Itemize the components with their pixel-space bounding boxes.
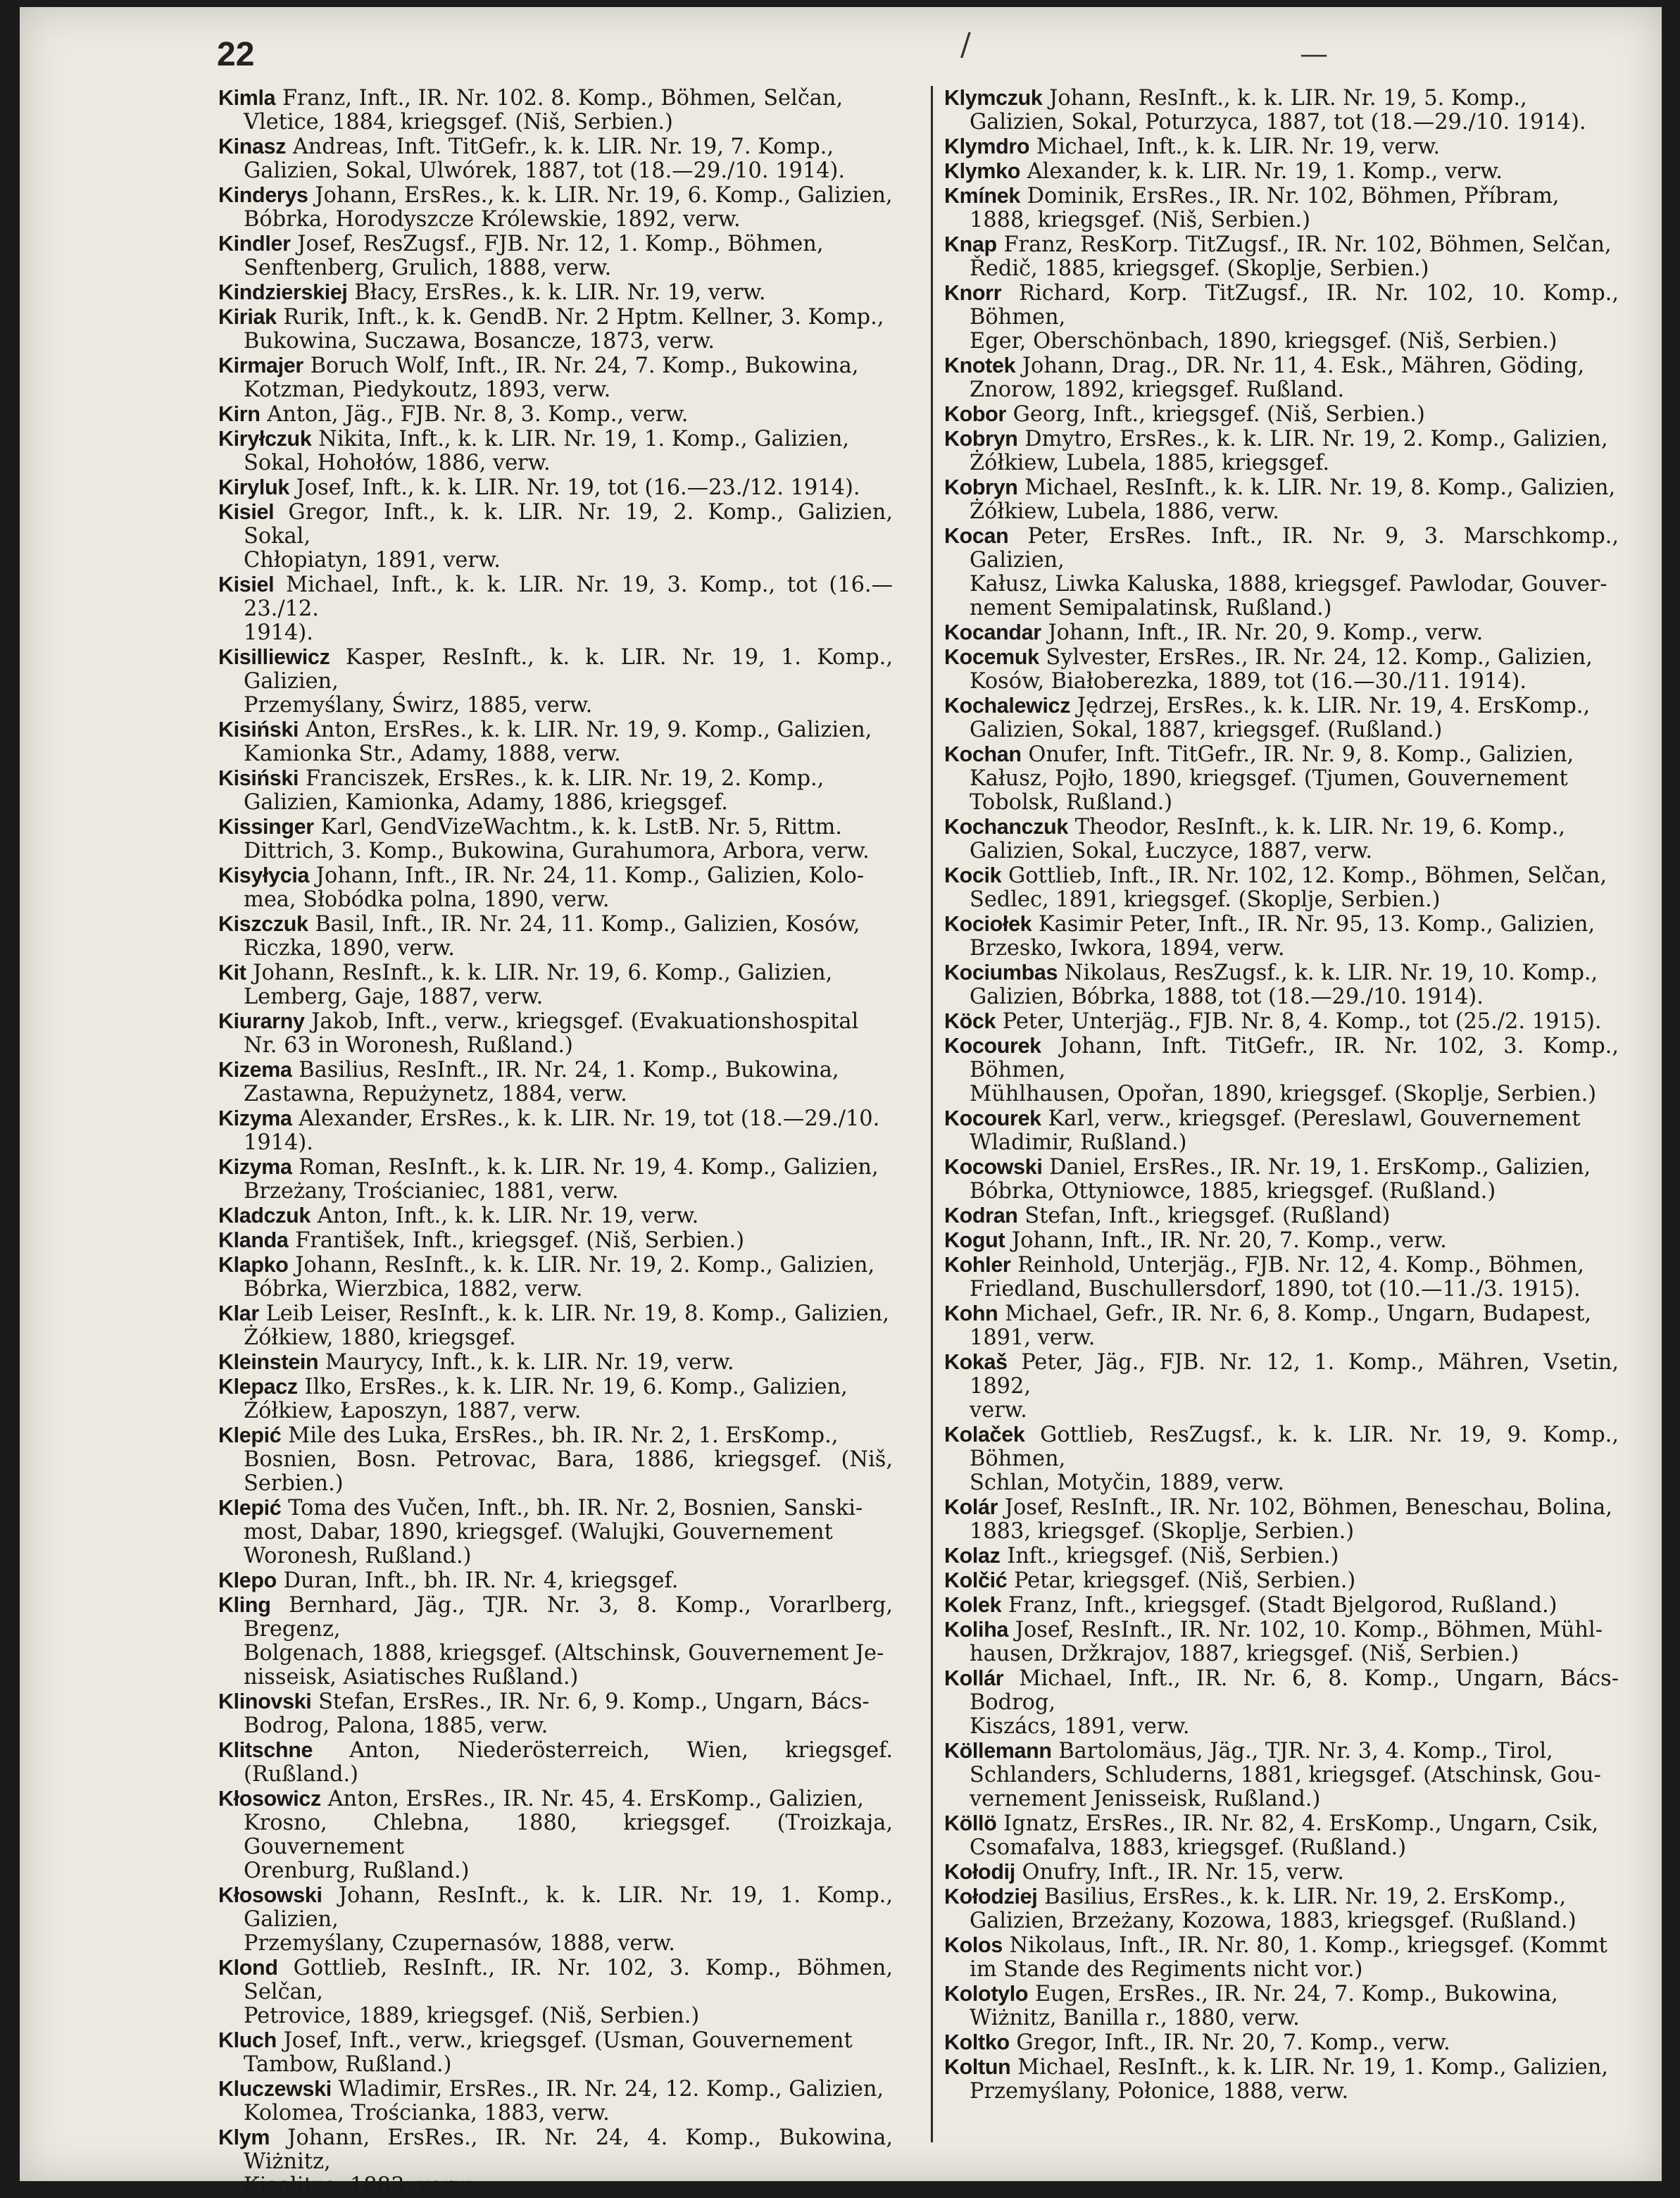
casualty-entry [218,1155,893,1204]
entry-surname: Kizyma [218,1106,292,1130]
entry-surname: Kit [218,961,246,985]
casualty-entry [218,500,893,573]
entry-details: Ilko, ErsRes., k. k. LIR. Nr. 19, 6. Komp., Galizien, Żółkiew, Łaposzyn, 1887, verw. [244,1375,848,1423]
entry-surname: Kiszczuk [218,912,308,936]
entry-details: Dmytro, ErsRes., k. k. LIR. Nr. 19, 2. Komp., Galizien, Żółkiew, Lubela, 1885, kriegsgef. [970,427,1608,475]
entry-details: Alexander, k. k. LIR. Nr. 19, 1. Komp., verw. [1027,159,1503,184]
entry-details: Michael, Gefr., IR. Nr. 6, 8. Komp., Ungarn, Budapest, 1891, verw. [970,1301,1592,1350]
casualty-entry [218,1956,893,2028]
casualty-entry [218,1350,893,1375]
casualty-entry [944,1228,1619,1253]
casualty-entry [218,1690,893,1738]
entry-surname: Klymko [944,159,1020,183]
casualty-entry [944,184,1619,232]
entry-details: Kasper, ResInft., k. k. LIR. Nr. 19, 1. Komp., Galizien, Przemyślany, Świrz, 1885, verw. [244,645,893,718]
casualty-entry [944,1618,1619,1666]
entry-details: Basil, Inft., IR. Nr. 24, 11. Komp., Galizien, Kosów, Riczka, 1890, verw. [244,912,860,961]
entry-details: Petar, kriegsgef. (Niš, Serbien.) [1014,1568,1356,1593]
casualty-entry [944,2055,1619,2104]
column-divider [931,86,933,2142]
page-sheet [20,7,1662,2198]
entry-surname: Kleinstein [218,1350,319,1374]
entry-surname: Kmínek [944,184,1020,208]
casualty-entry [944,645,1619,694]
entry-details: Johann, ErsRes., k. k. LIR. Nr. 19, 6. Komp., Galizien, Bóbrka, Horodyszcze Królewskie, 1892, verw. [244,183,893,232]
entry-details: Ignatz, ErsRes., IR. Nr. 82, 4. ErsKomp., Ungarn, Csik, Csomafalva, 1883, kriegsgef. (Rußland.) [970,1811,1599,1860]
entry-details: Peter, ErsRes. Inft., IR. Nr. 9, 3. Marschkomp., Galizien, Kałusz, Liwka Kaluska, 1888, kriegsgef. Pawlodar, Gouver- nement Semipalatinsk, Rußland.) [970,524,1619,620]
casualty-entry [218,1253,893,1301]
casualty-entry [944,402,1619,427]
casualty-entry [218,1375,893,1423]
entry-details: Johann, ErsRes., IR. Nr. 24, 4. Komp., Bukowina, Wiżnitz, Kiselitze, 1883, verw. [244,2125,894,2198]
entry-surname: Koliha [944,1618,1009,1642]
entry-surname: Kiurarny [218,1009,305,1033]
entry-surname: Kocourek [944,1106,1041,1130]
entry-surname: Kindzierskiej [218,280,348,304]
entry-surname: Klond [218,1956,278,1980]
casualty-entry [218,766,893,815]
entry-details: Josef, ResInft., IR. Nr. 102, Böhmen, Beneschau, Bolina, 1883, kriegsgef. (Skoplje, Serbien.) [970,1495,1612,1544]
entry-details: Johann, ResInft., k. k. LIR. Nr. 19, 2. Komp., Galizien, Bóbrka, Wierzbica, 1882, verw. [244,1253,875,1301]
left-column [218,86,893,2198]
entry-surname: Klepo [218,1568,277,1592]
entry-details: Anton, Jäg., FJB. Nr. 8, 3. Komp., verw. [267,402,689,427]
casualty-entry [944,1009,1619,1034]
casualty-entry [218,1738,893,1787]
casualty-entry [944,1204,1619,1228]
casualty-entry [218,183,893,232]
entry-surname: Kimla [218,86,276,110]
entry-surname: Koltko [944,2030,1010,2054]
casualty-entry [218,280,893,305]
entry-details: Gottlieb, ResInft., IR. Nr. 102, 3. Komp., Böhmen, Selčan, Petrovice, 1889, kriegsgef. (Niš, Serbien.) [244,1956,893,2028]
casualty-entry [944,815,1619,863]
entry-details: Stefan, ErsRes., IR. Nr. 6, 9. Komp., Ungarn, Bács- Bodrog, Palona, 1885, verw. [244,1690,870,1738]
entry-surname: Knorr [944,281,1002,305]
casualty-entry [944,1106,1619,1155]
entry-surname: Kissinger [218,815,314,839]
casualty-entry [944,1933,1619,1982]
casualty-entry [944,475,1619,524]
entry-details: Franz, Inft., IR. Nr. 102. 8. Komp., Böhmen, Selčan, Vletice, 1884, kriegsgef. (Niš, Serbien.) [244,86,844,135]
entry-details: Onufer, Inft. TitGefr., IR. Nr. 9, 8. Komp., Galizien, Kałusz, Pojło, 1890, kriegsgef. (Tjumen, Gouvernement Tobolsk, Rußland.) [970,742,1574,815]
casualty-entry [944,1544,1619,1568]
entry-details: Gregor, Inft., IR. Nr. 20, 7. Komp., verw. [1016,2030,1450,2055]
entry-details: Richard, Korp. TitZugsf., IR. Nr. 102, 10. Komp., Böhmen, Eger, Oberschönbach, 1890, kriegsgef. (Niš, Serbien.) [970,281,1619,354]
casualty-entry [944,1301,1619,1350]
entry-surname: Klapko [218,1253,289,1277]
entry-surname: Klymdro [944,135,1030,158]
casualty-entry [218,86,893,135]
entry-surname: Kochanczuk [944,815,1069,839]
casualty-entry [218,427,893,475]
entry-surname: Kladczuk [218,1204,311,1228]
entry-surname: Kocowski [944,1155,1043,1179]
entry-surname: Köllö [944,1811,997,1835]
entry-surname: Kiryłczuk [218,427,312,451]
entry-surname: Klepić [218,1496,282,1520]
casualty-entry [218,1204,893,1228]
entry-surname: Kociumbas [944,961,1058,985]
casualty-entry [944,2030,1619,2055]
entry-details: Michael, ResInft., k. k. LIR. Nr. 19, 1. Komp., Galizien, Przemyślany, Połonice, 1888, verw. [970,2055,1608,2104]
casualty-entry [944,694,1619,742]
entry-details: Anton, ErsRes., k. k. LIR. Nr. 19, 9. Komp., Galizien, Kamionka Str., Adamy, 1888, verw. [244,718,872,766]
casualty-entry [944,159,1619,184]
entry-surname: Kocik [944,863,1002,887]
casualty-entry [218,1496,893,1568]
entry-surname: Kołodij [944,1860,1015,1884]
entry-details: Johann, Inft. TitGefr., IR. Nr. 102, 3. Komp., Böhmen, Mühlhausen, Opořan, 1890, kriegsgef. (Skoplje, Serbien.) [970,1034,1619,1106]
right-column [944,86,1619,2104]
entry-details: Georg, Inft., kriegsgef. (Niš, Serbien.) [1013,402,1425,427]
entry-surname: Kizema [218,1058,292,1082]
entry-details: Basilius, ResInft., IR. Nr. 24, 1. Komp., Bukowina, Zastawna, Repużynetz, 1884, verw. [244,1058,839,1106]
casualty-entry [218,232,893,280]
entry-surname: Kisyłycia [218,863,310,887]
casualty-entry [218,1883,893,1956]
casualty-entry [944,354,1619,402]
entry-surname: Kisiński [218,766,299,790]
entry-details: Jędrzej, ErsRes., k. k. LIR. Nr. 19, 4. ErsKomp., Galizien, Sokal, 1887, kriegsgef. (Rußland.) [970,694,1591,742]
entry-surname: Kochalewicz [944,694,1071,718]
entry-surname: Klitschne [218,1738,313,1762]
entry-details: Duran, Inft., bh. IR. Nr. 4, kriegsgef. [283,1568,679,1593]
entry-details: Eugen, ErsRes., IR. Nr. 24, 7. Komp., Bukowina, Wiżnitz, Banilla r., 1880, verw. [970,1982,1558,2030]
casualty-entry [218,1228,893,1253]
entry-details: Anton, ErsRes., IR. Nr. 45, 4. ErsKomp., Galizien, Krosno, Chlebna, 1880, kriegsgef. (Troizkaja, Gouvernement Orenburg, Rußland.) [244,1787,893,1883]
entry-surname: Köck [944,1009,996,1033]
scan-mark: — [1300,38,1328,70]
casualty-entry [944,1568,1619,1593]
entry-details: Peter, Unterjäg., FJB. Nr. 8, 4. Komp., tot (25./2. 1915). [1002,1009,1602,1034]
casualty-entry [218,912,893,961]
entry-surname: Klar [218,1301,259,1325]
entry-surname: Kocan [944,524,1009,548]
entry-details: Josef, Inft., k. k. LIR. Nr. 19, tot (16.—23./12. 1914). [296,475,860,500]
entry-details: Franciszek, ErsRes., k. k. LIR. Nr. 19, 2. Komp., Galizien, Kamionka, Adamy, 1886, kriegsgef. [244,766,825,815]
casualty-entry [218,1106,893,1155]
entry-surname: Kochan [944,742,1022,766]
entry-details: František, Inft., kriegsgef. (Niš, Serbien.) [295,1228,745,1253]
entry-details: Maurycy, Inft., k. k. LIR. Nr. 19, verw. [325,1350,734,1375]
entry-surname: Kisilliewicz [218,645,330,669]
entry-surname: Kociołek [944,912,1032,936]
entry-details: Anton, Niederösterreich, Wien, kriegsgef. (Rußland.) [244,1738,893,1787]
entry-surname: Kluczewski [218,2077,332,2101]
entry-surname: Kobor [944,402,1006,426]
casualty-entry [944,1034,1619,1106]
casualty-entry [944,1253,1619,1301]
entry-surname: Kocemuk [944,645,1039,669]
entry-surname: Klepić [218,1423,282,1447]
entry-details: Johann, Drag., DR. Nr. 11, 4. Esk., Mähren, Göding, Znorow, 1892, kriegsgef. Rußland. [970,354,1585,402]
casualty-entry [944,524,1619,620]
entry-surname: Kiryluk [218,475,289,499]
entry-details: Johann, ResInft., k. k. LIR. Nr. 19, 5. Komp., Galizien, Sokal, Poturzyca, 1887, tot (18.—29./10. 1914). [970,86,1586,135]
entry-details: Johann, Inft., IR. Nr. 20, 9. Komp., verw. [1048,620,1484,645]
casualty-entry [944,620,1619,645]
entry-surname: Knotek [944,354,1016,377]
casualty-entry [944,1350,1619,1423]
pen-mark: / [960,27,971,63]
entry-surname: Kindler [218,232,291,256]
entry-details: Josef, ResZugsf., FJB. Nr. 12, 1. Komp., Böhmen, Senftenberg, Grulich, 1888, verw. [244,232,824,280]
entry-surname: Kolár [944,1495,998,1519]
entry-details: Błacy, ErsRes., k. k. LIR. Nr. 19, verw. [354,280,766,305]
casualty-entry [944,1885,1619,1933]
casualty-entry [944,912,1619,961]
entry-surname: Kokaš [944,1350,1008,1374]
entry-details: Franz, ResKorp. TitZugsf., IR. Nr. 102, Böhmen, Selčan, Ředič, 1885, kriegsgef. (Skoplje, Serbien.) [970,232,1612,281]
entry-surname: Kirn [218,402,261,426]
entry-surname: Kollár [944,1666,1004,1690]
casualty-entry [218,402,893,427]
casualty-entry [218,2028,893,2077]
entry-details: Kasimir Peter, Inft., IR. Nr. 95, 13. Komp., Galizien, Brzesko, Iwkora, 1894, verw. [970,912,1596,961]
entry-details: Alexander, ErsRes., k. k. LIR. Nr. 19, tot (18.—29./10. 1914). [244,1106,880,1155]
casualty-entry [944,742,1619,815]
casualty-entry [944,1593,1619,1618]
entry-details: Franz, Inft., kriegsgef. (Stadt Bjelgorod, Rußland.) [1008,1593,1557,1618]
entry-details: Roman, ResInft., k. k. LIR. Nr. 19, 4. Komp., Galizien, Brzeżany, Trościaniec, 1881, verw. [244,1155,879,1204]
casualty-entry [944,1982,1619,2030]
casualty-entry [944,427,1619,475]
entry-surname: Kinasz [218,135,287,158]
casualty-entry [944,961,1619,1009]
entry-details: Johann, Inft., IR. Nr. 24, 11. Komp., Galizien, Kolo- mea, Słobódka polna, 1890, verw. [244,863,865,912]
entry-surname: Kolaz [944,1544,1001,1568]
casualty-entry [218,1568,893,1593]
entry-details: Leib Leiser, ResInft., k. k. LIR. Nr. 19, 8. Komp., Galizien, Żółkiew, 1880, kriegsgef. [244,1301,889,1350]
entry-details: Andreas, Inft. TitGefr., k. k. LIR. Nr. 19, 7. Komp., Galizien, Sokal, Ulwórek, 1887, tot (18.—29./10. 1914). [244,135,846,183]
entry-surname: Kolek [944,1593,1002,1617]
entry-details: Sylvester, ErsRes., IR. Nr. 24, 12. Komp., Galizien, Kosów, Białoberezka, 1889, tot (16.—30./11. 1914). [970,645,1593,694]
casualty-entry [944,1155,1619,1204]
entry-surname: Knap [944,232,997,256]
casualty-entry [218,475,893,500]
entry-details: Daniel, ErsRes., IR. Nr. 19, 1. ErsKomp., Galizien, Bóbrka, Ottyniowce, 1885, kriegsgef. (Rußland.) [970,1155,1591,1204]
entry-surname: Kohler [944,1253,1011,1277]
entry-details: Basilius, ErsRes., k. k. LIR. Nr. 19, 2. ErsKomp., Galizien, Brzeżany, Kozowa, 1883, kriegsgef. (Rußland.) [970,1885,1576,1933]
entry-details: Wladimir, ErsRes., IR. Nr. 24, 12. Komp., Galizien, Kolomea, Trościanka, 1883, verw. [244,2077,884,2125]
entry-details: Stefan, Inft., kriegsgef. (Rußland) [1024,1204,1391,1228]
entry-surname: Kluch [218,2028,277,2052]
entry-surname: Koltun [944,2055,1011,2079]
casualty-entry [218,1423,893,1496]
entry-surname: Kisiel [218,573,275,597]
entry-details: Johann, ResInft., k. k. LIR. Nr. 19, 1. Komp., Galizien, Przemyślany, Czupernasów, 1888, verw. [244,1883,893,1956]
casualty-entry [218,961,893,1009]
entry-details: Bernhard, Jäg., TJR. Nr. 3, 8. Komp., Vorarlberg, Bregenz, Bolgenach, 1888, kriegsgef. (Altschinsk, Gouvernement Je- nisseisk, Asiatisches Rußland.) [244,1593,893,1690]
casualty-entry [218,1593,893,1690]
casualty-entry [218,645,893,718]
entry-details: Inft., kriegsgef. (Niš, Serbien.) [1007,1544,1339,1568]
entry-details: Michael, ResInft., k. k. LIR. Nr. 19, 8. Komp., Galizien, Żółkiew, Lubela, 1886, verw. [970,475,1616,524]
casualty-entry [218,815,893,863]
casualty-entry [944,1860,1619,1885]
entry-surname: Köllemann [944,1739,1052,1763]
entry-details: Karl, GendVizeWachtm., k. k. LstB. Nr. 5, Rittm. Dittrich, 3. Komp., Bukowina, Gurahumora, Arbora, verw. [244,815,870,863]
casualty-entry [218,1009,893,1058]
entry-surname: Kobryn [944,427,1018,451]
casualty-entry [218,863,893,912]
entry-surname: Kolos [944,1933,1003,1957]
casualty-entry [218,354,893,402]
casualty-entry [944,863,1619,912]
entry-details: Gottlieb, Inft., IR. Nr. 102, 12. Komp., Böhmen, Selčan, Sedlec, 1891, kriegsgef. (Skoplje, Serbien.) [970,863,1607,912]
entry-details: Johann, Inft., IR. Nr. 20, 7. Komp., verw. [1011,1228,1447,1253]
entry-surname: Kinderys [218,183,308,207]
entry-surname: Kiriak [218,305,277,329]
entry-surname: Kling [218,1593,271,1617]
entry-details: Jakob, Inft., verw., kriegsgef. (Evakuationshospital Nr. 63 in Woronesh, Rußland.) [244,1009,859,1058]
entry-details: Josef, ResInft., IR. Nr. 102, 10. Komp., Böhmen, Mühl- hausen, Držkrajov, 1887, kriegsgef. (Niš, Serbien.) [970,1618,1603,1666]
entry-details: Michael, Inft., k. k. LIR. Nr. 19, verw. [1036,135,1441,159]
entry-surname: Kogut [944,1228,1005,1252]
casualty-entry [218,1301,893,1350]
entry-details: Toma des Vučen, Inft., bh. IR. Nr. 2, Bosnien, Sanski- most, Dabar, 1890, kriegsgef. (Walujki, Gouvernement Woronesh, Rußland.) [244,1496,863,1568]
entry-details: Nikolaus, Inft., IR. Nr. 80, 1. Komp., kriegsgef. (Kommt im Stande des Regiments nicht vor.) [970,1933,1607,1982]
casualty-entry [944,281,1619,354]
entry-details: Anton, Inft., k. k. LIR. Nr. 19, verw. [317,1204,699,1228]
entry-details: Reinhold, Unterjäg., FJB. Nr. 12, 4. Komp., Böhmen, Friedland, Buschullersdorf, 1890, tot (10.—11./3. 1915). [970,1253,1584,1301]
entry-surname: Kłosowski [218,1883,322,1907]
casualty-entry [944,1739,1619,1811]
entry-surname: Kocandar [944,620,1041,644]
casualty-entry [944,1666,1619,1739]
entry-surname: Kirmajer [218,354,303,377]
casualty-entry [218,1787,893,1883]
entry-details: Karl, verw., kriegsgef. (Pereslawl, Gouvernement Wladimir, Rußland.) [970,1106,1581,1155]
entry-details: Gottlieb, ResZugsf., k. k. LIR. Nr. 19, 9. Komp., Böhmen, Schlan, Motyčin, 1889, verw. [970,1423,1619,1495]
entry-details: Nikolaus, ResZugsf., k. k. LIR. Nr. 19, 10. Komp., Galizien, Bóbrka, 1888, tot (18.—29./10. 1914). [970,961,1598,1009]
entry-surname: Klym [218,2125,270,2149]
entry-surname: Kobryn [944,475,1018,499]
casualty-entry [218,573,893,645]
entry-surname: Kolčić [944,1568,1008,1592]
entry-details: Michael, Inft., IR. Nr. 6, 8. Komp., Ungarn, Bács-Bodrog, Kiszács, 1891, verw. [970,1666,1619,1739]
casualty-entry [218,718,893,766]
entry-surname: Kizyma [218,1155,292,1179]
entry-surname: Klymczuk [944,86,1043,110]
entry-details: Boruch Wolf, Inft., IR. Nr. 24, 7. Komp., Bukowina, Kotzman, Piedykoutz, 1893, verw. [244,354,859,402]
casualty-entry [218,2077,893,2125]
page-number: 22 [217,36,255,73]
entry-surname: Kisiński [218,718,299,742]
casualty-entry [944,1423,1619,1495]
entry-details: Peter, Jäg., FJB. Nr. 12, 1. Komp., Mähren, Vsetin, 1892, verw. [970,1350,1619,1423]
entry-surname: Klinovski [218,1690,312,1713]
entry-details: Josef, Inft., verw., kriegsgef. (Usman, Gouvernement Tambow, Rußland.) [244,2028,853,2077]
entry-details: Rurik, Inft., k. k. GendB. Nr. 2 Hptm. Kellner, 3. Komp., Bukowina, Suczawa, Bosancze, 1873, verw. [244,305,884,354]
casualty-entry [218,135,893,183]
casualty-entry [944,232,1619,281]
entry-surname: Kohn [944,1301,998,1325]
casualty-entry [218,305,893,354]
entry-surname: Kołodziej [944,1885,1038,1909]
entry-surname: Klepacz [218,1375,298,1399]
entry-details: Theodor, ResInft., k. k. LIR. Nr. 19, 6. Komp., Galizien, Sokal, Łuczyce, 1887, verw. [970,815,1565,863]
casualty-entry [218,2125,894,2198]
casualty-entry [944,1495,1619,1544]
entry-details: Mile des Luka, ErsRes., bh. IR. Nr. 2, 1. ErsKomp., Bosnien, Bosn. Petrovac, Bara, 1886, kriegsgef. (Niš, Serbien.) [244,1423,893,1496]
entry-surname: Kłosowicz [218,1787,321,1811]
entry-details: Gregor, Inft., k. k. LIR. Nr. 19, 2. Komp., Galizien, Sokal, Chłopiatyn, 1891, verw. [244,500,893,573]
entry-surname: Kolaček [944,1423,1025,1447]
casualty-entry [944,86,1619,135]
entry-details: Nikita, Inft., k. k. LIR. Nr. 19, 1. Komp., Galizien, Sokal, Hohołów, 1886, verw. [244,427,850,475]
entry-details: Onufry, Inft., IR. Nr. 15, verw. [1022,1860,1344,1885]
casualty-entry [944,135,1619,159]
entry-surname: Kocourek [944,1034,1041,1058]
casualty-entry [218,1058,893,1106]
entry-surname: Kodran [944,1204,1018,1228]
entry-details: Dominik, ErsRes., IR. Nr. 102, Böhmen, Příbram, 1888, kriegsgef. (Niš, Serbien.) [970,184,1560,232]
entry-details: Johann, ResInft., k. k. LIR. Nr. 19, 6. Komp., Galizien, Lemberg, Gaje, 1887, verw. [244,961,833,1009]
entry-surname: Kisiel [218,500,275,524]
entry-surname: Klanda [218,1228,289,1252]
entry-details: Bartolomäus, Jäg., TJR. Nr. 3, 4. Komp., Tirol, Schlanders, Schluderns, 1881, kriegsgef. (Atschinsk, Gou- vernement Jenisseisk, Rußland.) [970,1739,1601,1811]
casualty-entry [944,1811,1619,1860]
entry-surname: Kolotylo [944,1982,1029,2006]
entry-details: Michael, Inft., k. k. LIR. Nr. 19, 3. Komp., tot (16.—23./12. 1914). [244,573,893,645]
